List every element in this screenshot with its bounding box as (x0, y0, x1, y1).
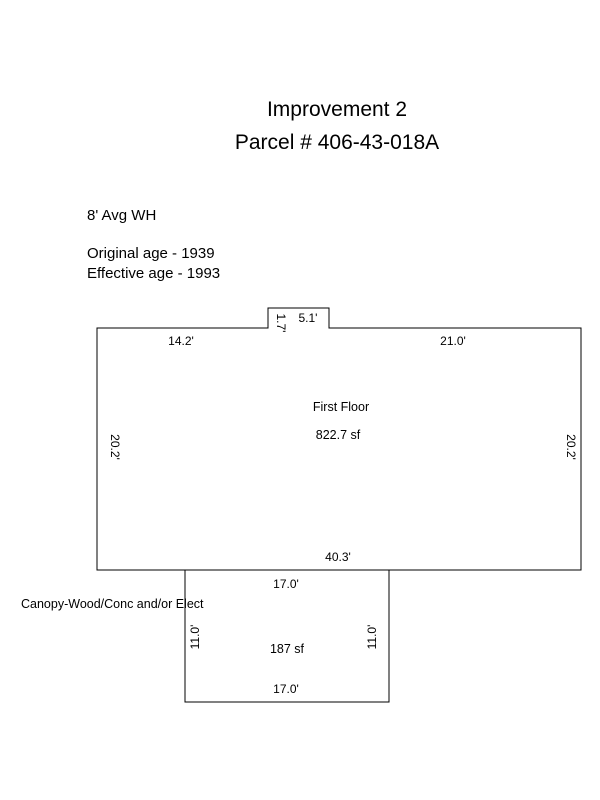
first-floor-label: First Floor (312, 400, 370, 414)
dim-top-left: 14.2' (168, 334, 194, 348)
dim-top-right: 21.0' (440, 334, 466, 348)
effective-age-note: Effective age - 1993 (87, 265, 221, 282)
canopy-dim-bottom: 17.0' (273, 682, 299, 696)
original-age-note: Original age - 1939 (87, 245, 215, 262)
dim-left: 20.2' (108, 434, 122, 460)
wall-height-note: 8' Avg WH (87, 207, 157, 224)
dim-bottom: 40.3' (325, 550, 351, 564)
dim-notch-side: 1.7' (274, 313, 288, 333)
first-floor-area: 822.7 sf (315, 428, 361, 442)
canopy-label: Canopy-Wood/Conc and/or Elect (21, 597, 204, 611)
parcel-number: Parcel # 406-43-018A (234, 131, 440, 154)
dim-notch-top: 5.1' (298, 311, 318, 325)
canopy-area: 187 sf (269, 642, 305, 656)
page-title: Improvement 2 (266, 98, 408, 121)
canopy-dim-right: 11.0' (365, 624, 379, 650)
canopy-dim-left: 11.0' (188, 624, 202, 650)
canopy-dim-top: 17.0' (273, 577, 299, 591)
dim-right: 20.2' (564, 434, 578, 460)
